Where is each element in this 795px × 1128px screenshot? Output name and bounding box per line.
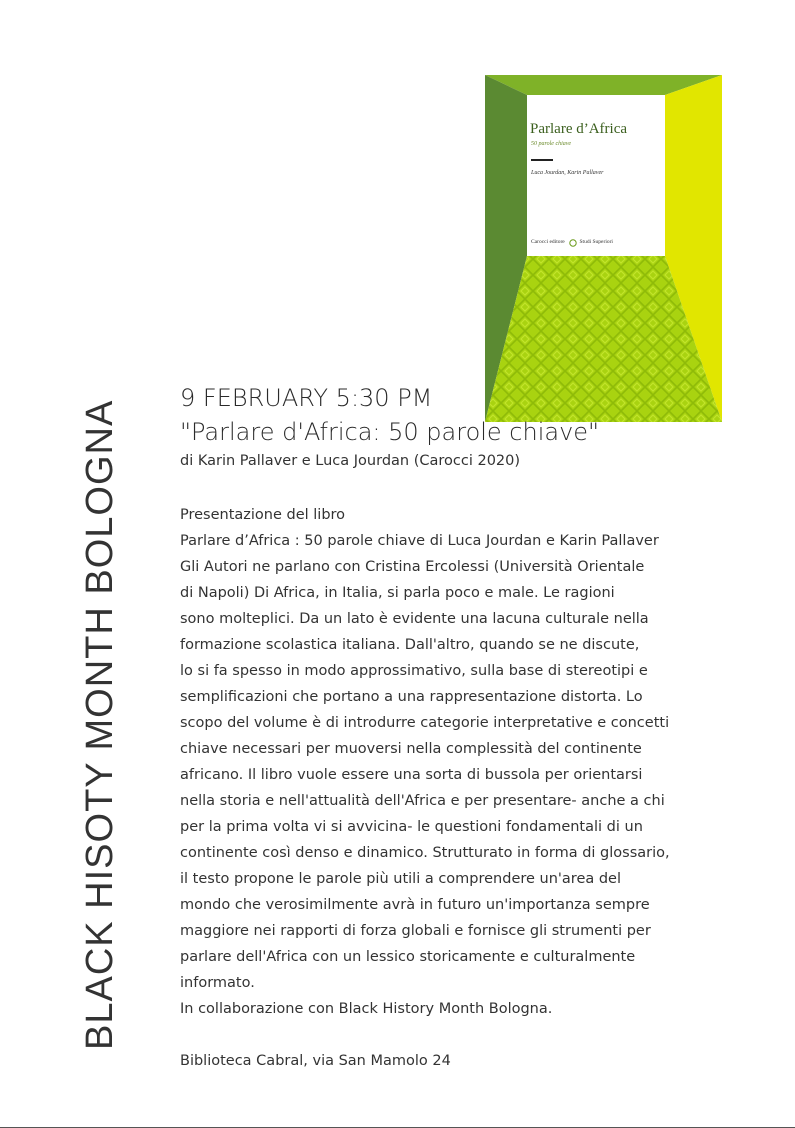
description-line: il testo propone le parole più utili a comprendere un'area del <box>180 871 622 887</box>
event-description <box>180 502 740 1022</box>
description-line: Gli Autori ne parlano con Cristina Ercolessi (Università Orientale <box>180 559 645 575</box>
description-line: di Napoli) Di Africa, in Italia, si parla poco e male. Le ragioni <box>180 585 615 601</box>
event-byline: di Karin Pallaver e Luca Jourdan (Carocci 2020) <box>180 453 521 469</box>
description-line: semplificazioni che portano a una rappresentazione distorta. Lo <box>180 689 643 705</box>
description-line: per la prima volta vi si avvicina- le questioni fondamentali di un <box>180 819 643 835</box>
book-cover <box>485 75 722 422</box>
event-location: Biblioteca Cabral, via San Mamolo 24 <box>180 1053 451 1069</box>
description-line: informato. <box>180 975 255 991</box>
cover-publisher-name: Carocci editore <box>531 239 565 245</box>
cover-publisher <box>531 239 613 245</box>
description-line: nella storia e nell'attualità dell'Africa e per presentare- anche a chi <box>180 793 665 809</box>
description-line: chiave necessari per muoversi nella complessità del continente <box>180 741 642 757</box>
cover-divider <box>531 159 553 161</box>
cover-series: Studi Superiori <box>579 239 613 245</box>
description-heading: Presentazione del libro <box>180 507 346 523</box>
collaboration-note: In collaborazione con Black History Month Bologna. <box>180 1001 553 1017</box>
cover-subtitle: 50 parole chiave <box>531 141 572 147</box>
side-title: BLACK HISOTY MONTH BOLOGNA <box>79 399 121 1050</box>
description-line: africano. Il libro vuole essere una sorta di bussola per orientarsi <box>180 767 643 783</box>
description-line: maggiore nei rapporti di forza globali e fornisce gli strumenti per <box>180 923 651 939</box>
description-line: parlare dell'Africa con un lessico storicamente e culturalmente <box>180 949 636 965</box>
description-line: lo si fa spesso in modo approssimativo, sulla base di stereotipi e <box>180 663 648 679</box>
description-line: scopo del volume è di introdurre categorie interpretative e concetti <box>180 715 670 731</box>
event-title: "Parlare d'Africa: 50 parole chiave" <box>180 418 600 446</box>
description-line: continente così denso e dinamico. Strutturato in forma di glossario, <box>180 845 670 861</box>
description-line: sono molteplici. Da un lato è evidente una lacuna culturale nella <box>180 611 649 627</box>
description-line: Parlare d’Africa : 50 parole chiave di Luca Jourdan e Karin Pallaver <box>180 533 659 549</box>
event-content <box>180 380 740 1072</box>
cover-authors: Luca Jourdan, Karin Pallaver <box>531 170 604 176</box>
description-line: mondo che verosimilmente avrà in futuro un'importanza sempre <box>180 897 650 913</box>
description-line: formazione scolastica italiana. Dall'altro, quando se ne discute, <box>180 637 640 653</box>
event-date: 9 FEBRUARY 5:30 PM <box>180 384 433 412</box>
cover-title: Parlare d’Africa <box>530 121 628 137</box>
